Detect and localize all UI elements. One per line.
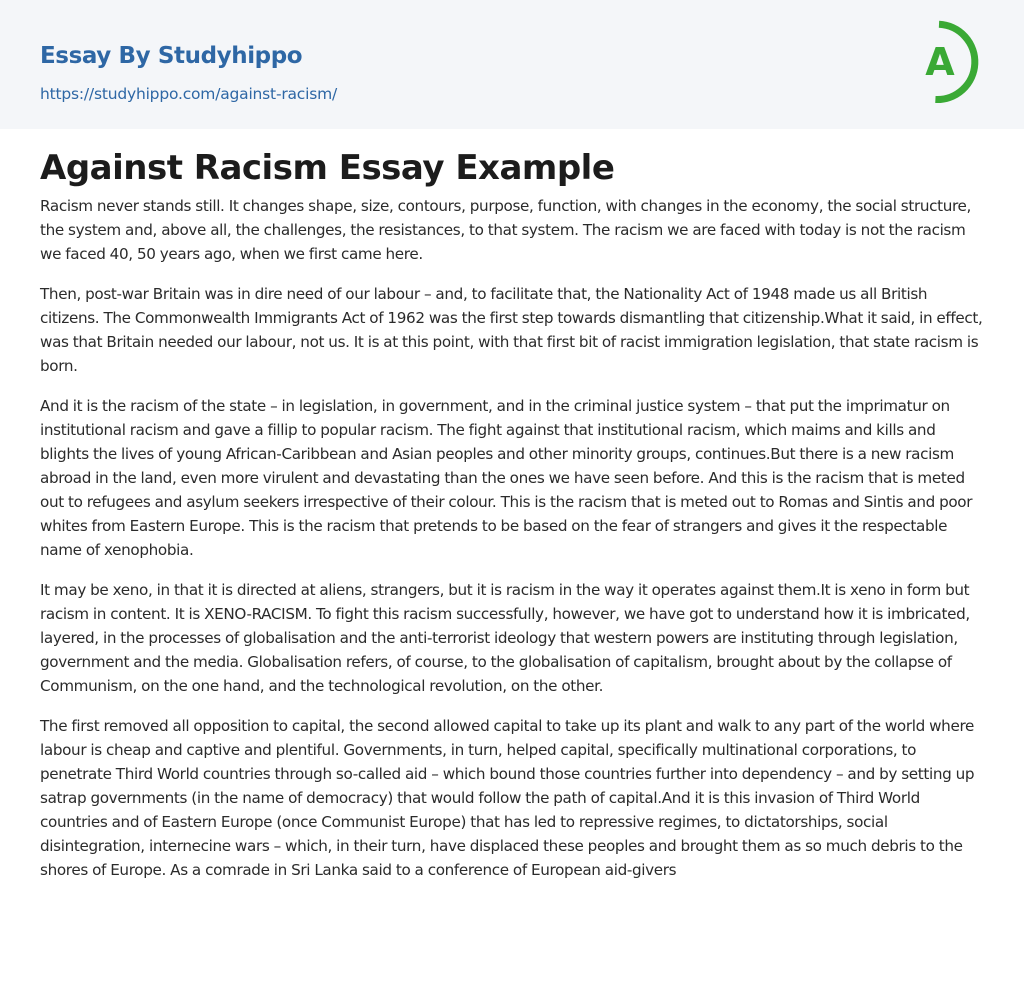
essay-paragraph: And it is the racism of the state – in legislation, in government, and in the criminal justice system – that put the imprimatur on institutional racism and gave a fillip to popular racism. The fight against that institutional racism, which maims and kills and blights the lives of young African-Caribbean and Asian peoples and other minority groups, continues.But there is a new racism abroad in the land, even more virulent and devastating than the ones we have seen before. And this is the racism that is meted out to refugees and asylum seekers irrespective of their colour. This is the racism that is meted out to Romas and Sintis and poor whites from Eastern Europe. This is the racism that pretends to be based on the fear of strangers and gives it the respectable name of xenophobia. bbox=[40, 397, 973, 559]
essay-url-link[interactable]: https://studyhippo.com/against-racism/ bbox=[40, 85, 338, 103]
essay-body bbox=[40, 194, 984, 898]
brand-title[interactable]: Essay By Studyhippo bbox=[40, 43, 303, 69]
studyhippo-logo-icon[interactable] bbox=[912, 18, 986, 106]
essay-paragraph: It may be xeno, in that it is directed at aliens, strangers, but it is racism in the way it operates against them.It is xeno in form but racism in content. It is XENO-RACISM. To fight this racism successfully, however, we have got to understand how it is imbricated, layered, in the processes of globalisation and the anti-terrorist ideology that western powers are instituting through legislation, government and the media. Globalisation refers, of course, to the globalisation of capitalism, brought about by the collapse of Communism, on the one hand, and the technological revolution, on the other. bbox=[40, 581, 970, 695]
essay-paragraph: Racism never stands still. It changes shape, size, contours, purpose, function, with changes in the economy, the social structure, the system and, above all, the challenges, the resistances, to that system. The racism we are faced with today is not the racism we faced 40, 50 years ago, when we first came here. bbox=[40, 197, 972, 263]
page-title: Against Racism Essay Example bbox=[40, 148, 615, 188]
essay-paragraph: The first removed all opposition to capital, the second allowed capital to take up its plant and walk to any part of the world where labour is cheap and captive and plentiful. Governments, in turn, helped capital, specifically multinational corporations, to penetrate Third World countries through so-called aid – which bound those countries further into dependency – and by setting up satrap governments (in the name of democracy) that would follow the path of capital.And it is this invasion of Third World countries and of Eastern Europe (once Communist Europe) that has led to repressive regimes, to dictatorships, social disintegration, internecine wars – which, in their turn, have displaced these peoples and brought them as so much debris to the shores of Europe. As a comrade in Sri Lanka said to a conference of European aid-givers bbox=[40, 717, 975, 879]
essay-paragraph: Then, post-war Britain was in dire need of our labour – and, to facilitate that, the Nationality Act of 1948 made us all British citizens. The Commonwealth Immigrants Act of 1962 was the first step towards dismantling that citizenship.What it said, in effect, was that Britain needed our labour, not us. It is at this point, with that first bit of racist immigration legislation, that state racism is born. bbox=[40, 285, 983, 375]
logo-letter: A bbox=[925, 40, 955, 84]
